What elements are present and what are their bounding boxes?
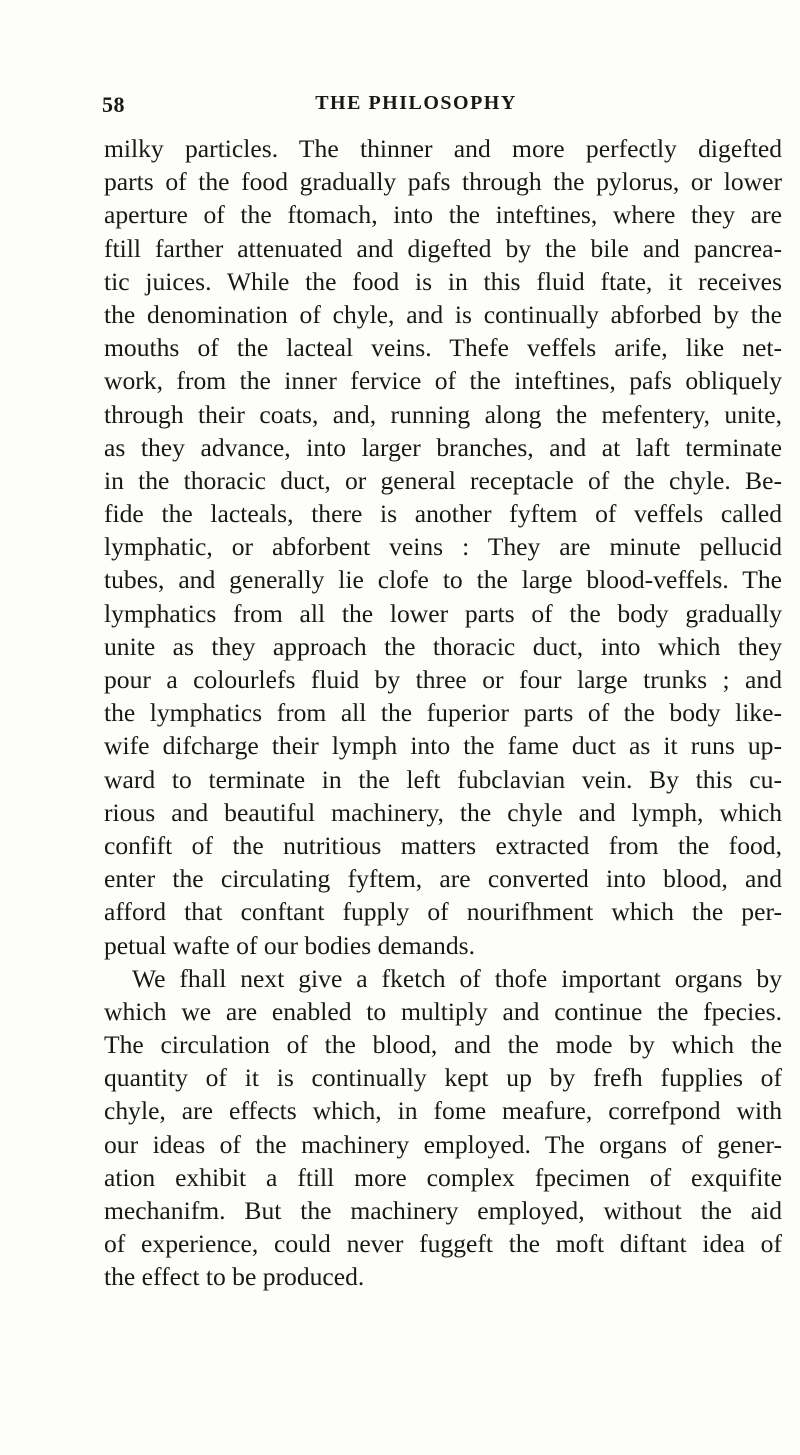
text-line: unite as they approach the thoracic duct, into which they (104, 631, 782, 661)
text-line: which we are enabled to multiply and continue the fpecies. (104, 996, 782, 1026)
text-line: mouths of the lacteal veins. Thefe veffels arife, like net- (104, 333, 782, 363)
paragraph-start-line: We fhall next give a fketch of thofe important organs by (132, 963, 782, 993)
text-line: work, from the inner fervice of the inteftines, pafs obliquely (104, 366, 782, 396)
text-line: tubes, and generally lie clofe to the large blood-veffels. The (104, 565, 782, 595)
text-line: through their coats, and, running along the mefentery, unite, (104, 399, 782, 429)
text-line: wife difcharge their lymph into the fame duct as it runs up- (104, 731, 782, 761)
text-line: chyle, are effects which, in fome meafure, correfpond with (104, 1096, 782, 1126)
running-head-title: THE PHILOSOPHY (315, 92, 517, 114)
text-line: ftill farther attenuated and digefted by the bile and pancrea- (104, 233, 782, 263)
body-text (104, 132, 782, 1294)
text-line: lymphatic, or abforbent veins : They are minute pellucid (104, 532, 782, 562)
page-number: 58 (102, 92, 125, 117)
text-line: enter the circulating fyftem, are converted into blood, and (104, 864, 782, 894)
text-line: the denomination of chyle, and is continually abforbed by the (104, 299, 782, 329)
text-line: mechanifm. But the machinery employed, without the aid (104, 1196, 782, 1225)
paragraph-end-line: the effect to be produced. (104, 1262, 365, 1292)
text-line: The circulation of the blood, and the mode by which the (104, 1030, 782, 1060)
text-line: our ideas of the machinery employed. The organs of gener- (104, 1129, 782, 1159)
text-line: pour a colourlefs fluid by three or four large trunks ; and (104, 665, 782, 694)
text-line: of experience, could never fuggeft the moft diftant idea of (104, 1229, 782, 1259)
running-head (102, 88, 782, 122)
text-line: tic juices. While the food is in this fluid ftate, it receives (104, 266, 782, 296)
text-line: ation exhibit a ftill more complex fpecimen of exquifite (104, 1162, 782, 1192)
text-line: afford that conftant fupply of nourifhment which the per- (104, 897, 782, 927)
text-line: quantity of it is continually kept up by frefh fupplies of (104, 1063, 782, 1093)
text-line: lymphatics from all the lower parts of the body gradually (104, 598, 782, 628)
text-line: the lymphatics from all the fuperior parts of the body like- (104, 698, 782, 728)
text-line: as they advance, into larger branches, and at laft terminate (104, 432, 782, 462)
text-line: fide the lacteals, there is another fyftem of veffels called (104, 499, 782, 529)
text-line: milky particles. The thinner and more perfectly digefted (104, 134, 782, 163)
text-line: aperture of the ftomach, into the inteftines, where they are (104, 200, 782, 230)
text-line: in the thoracic duct, or general receptacle of the chyle. Be- (104, 465, 782, 495)
text-line: ward to terminate in the left fubclavian vein. By this cu- (104, 764, 782, 794)
paragraph-end-line: petual wafte of our bodies demands. (104, 930, 475, 960)
text-line: rious and beautiful machinery, the chyle and lymph, which (104, 797, 782, 827)
text-line: confift of the nutritious matters extracted from the food, (104, 830, 782, 860)
text-line: parts of the food gradually pafs through the pylorus, or lower (104, 167, 782, 197)
